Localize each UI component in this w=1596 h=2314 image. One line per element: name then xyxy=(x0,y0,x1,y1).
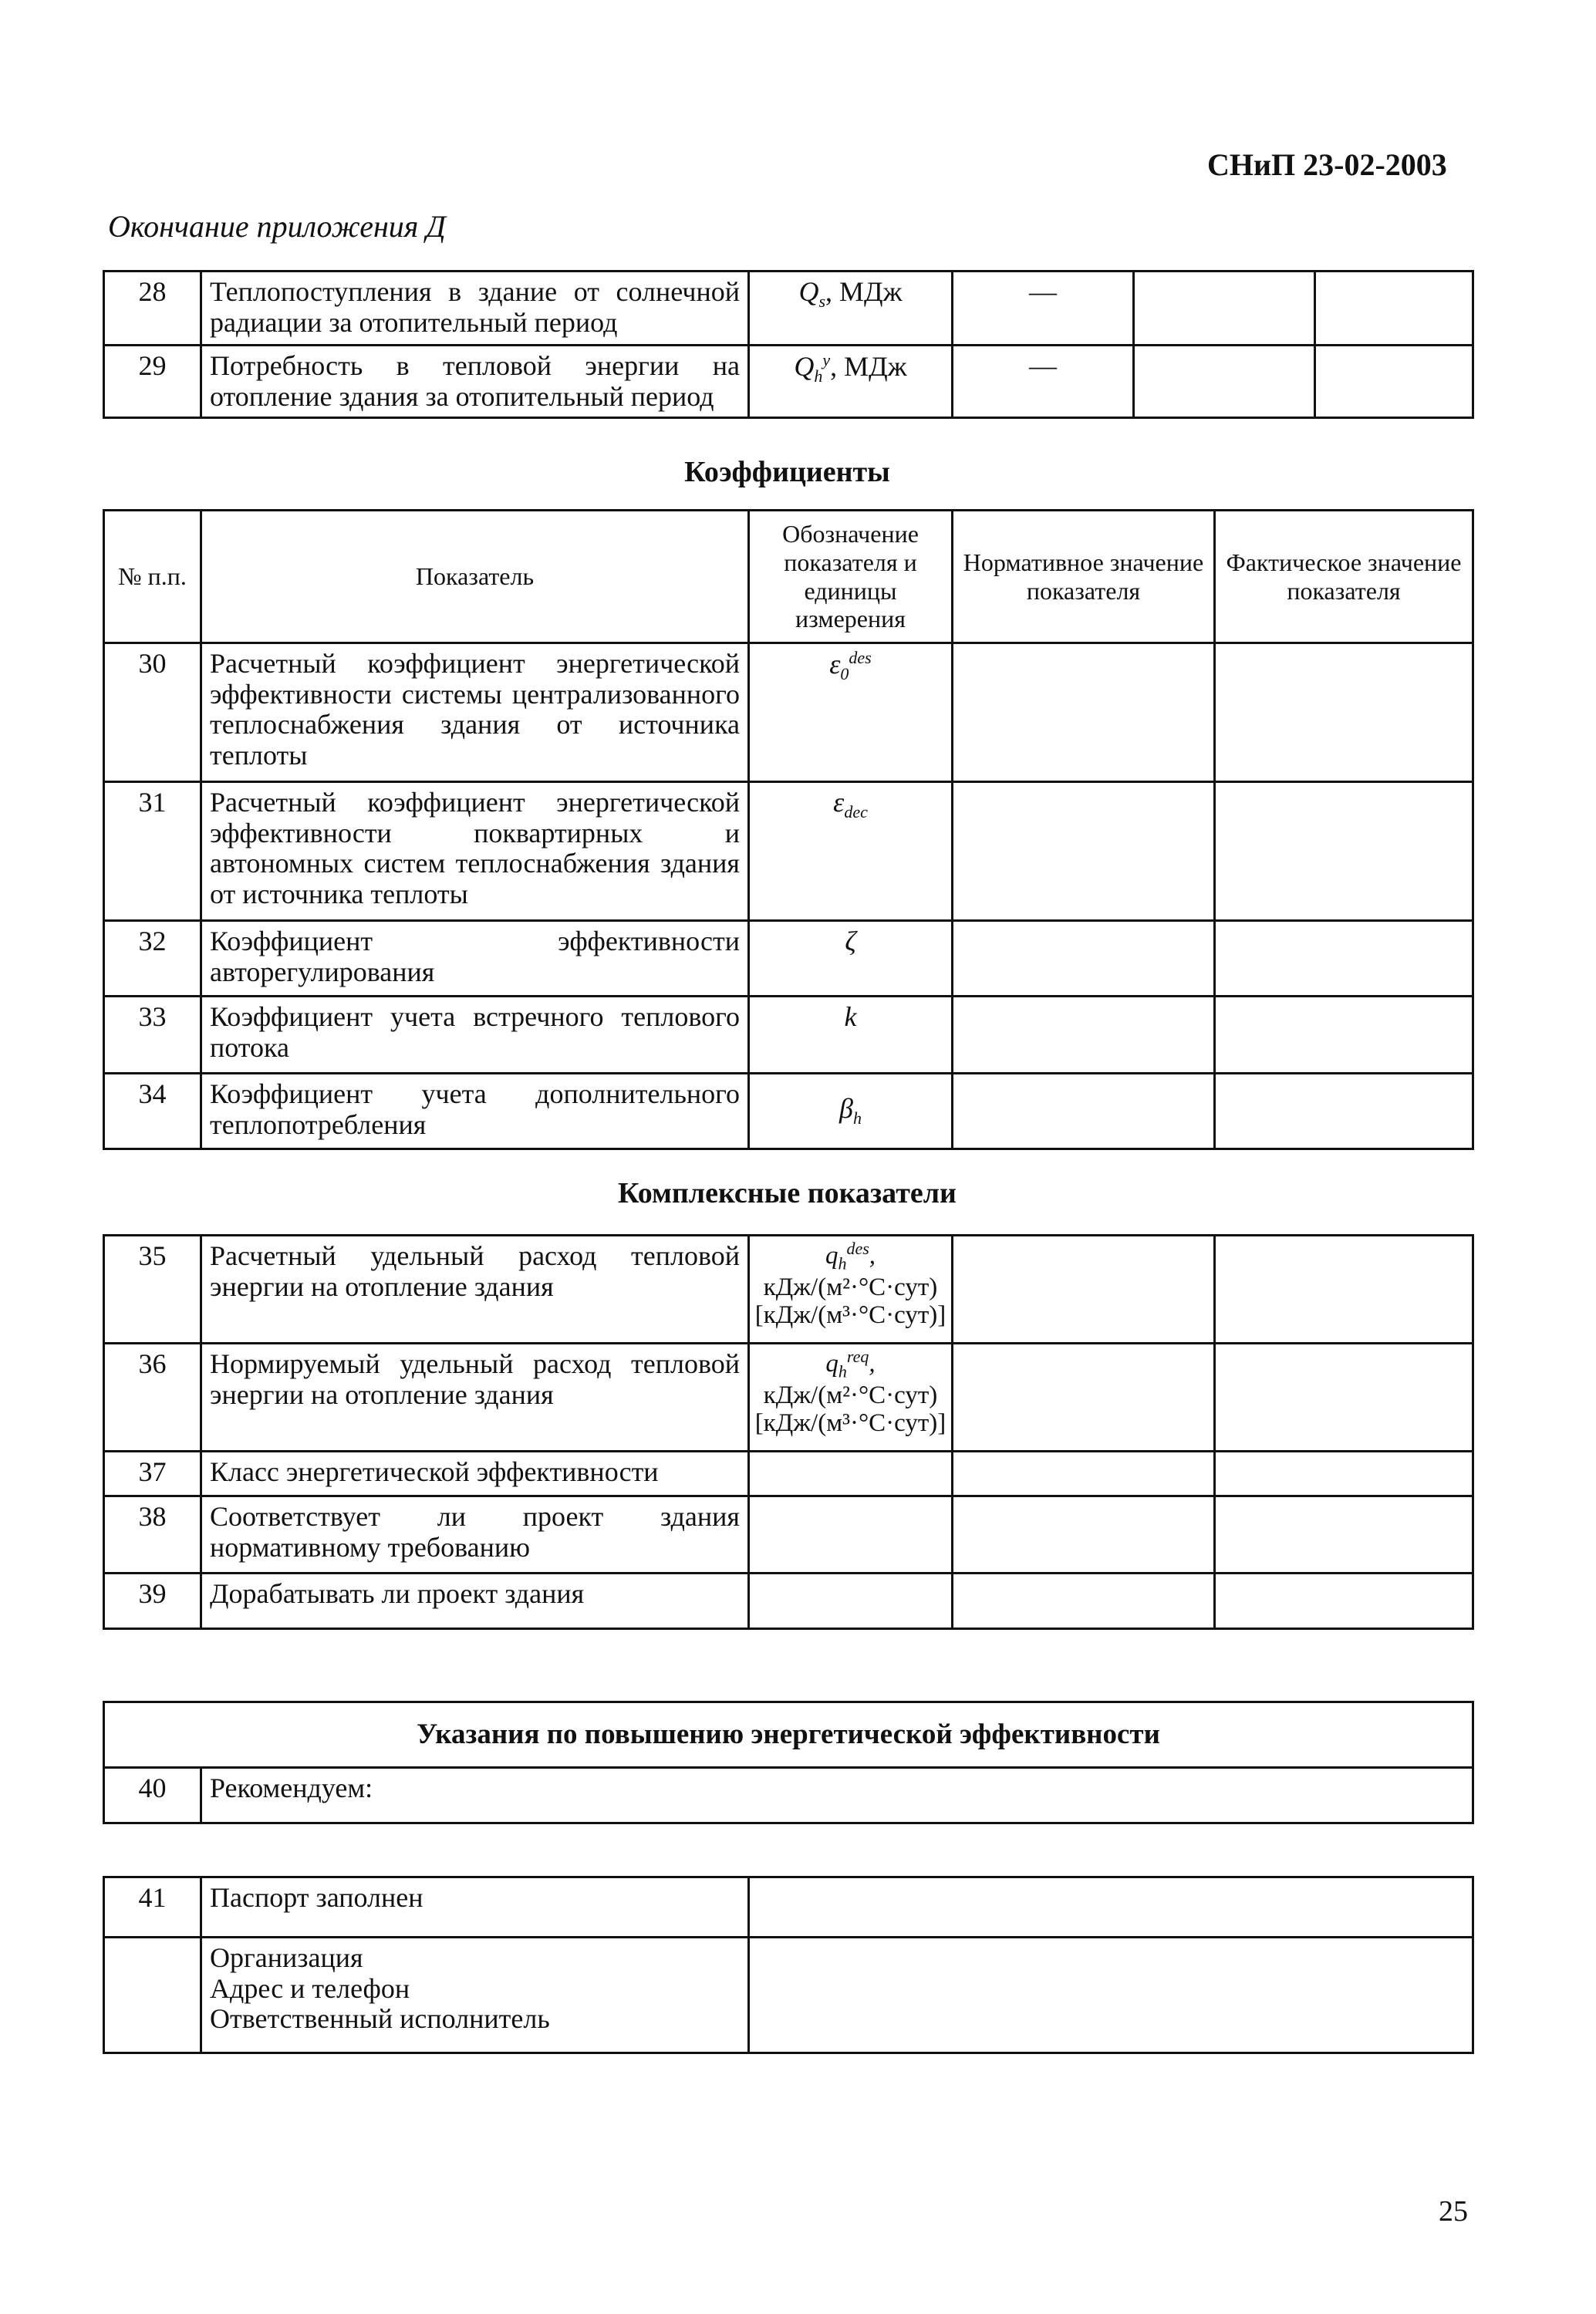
row-designation: ζ xyxy=(749,921,953,997)
row-actual xyxy=(1215,921,1473,997)
row-normative xyxy=(953,1236,1215,1344)
row-designation: $\varepsilon_0^{des}$ xyxy=(749,643,953,782)
row-normative: — xyxy=(953,272,1134,346)
table-row xyxy=(104,1574,1473,1629)
page-number: 25 xyxy=(1439,2195,1468,2228)
row-extra xyxy=(1315,272,1473,346)
row-actual xyxy=(1134,272,1315,346)
table-header-row xyxy=(104,511,1473,643)
row-indicator: Коэффициент учета дополнительного теплопотребления xyxy=(201,1074,749,1149)
table-row xyxy=(104,1236,1473,1344)
passport-address: Адрес и телефон xyxy=(210,1972,410,2004)
row-normative xyxy=(953,1344,1215,1452)
table-row xyxy=(104,1938,1473,2053)
row-actual xyxy=(1215,1496,1473,1574)
table-row xyxy=(104,1344,1473,1452)
row-designation xyxy=(749,1496,953,1574)
row-designation: $q_h^{des}$, кДж/(м²·°С·сут) [кДж/(м³·°С·сут)] xyxy=(749,1236,953,1344)
document-code: СНиП 23-02-2003 xyxy=(1207,147,1447,182)
row-normative xyxy=(953,1496,1215,1574)
recommendations-title: Указания по повышению энергетической эффективности xyxy=(104,1702,1473,1768)
continuation-title: Окончание приложения Д xyxy=(108,209,446,244)
row-designation: k xyxy=(749,997,953,1074)
row-designation: $Q_h^y$, МДж xyxy=(749,346,953,418)
passport-org: Организация xyxy=(210,1942,363,1973)
table-row xyxy=(104,1074,1473,1149)
section-title-coefficients: Коэффициенты xyxy=(684,456,890,488)
row-actual xyxy=(1215,1236,1473,1344)
row-indicator: Расчетный коэффициент энергетической эффективности системы централизованного теплоснабжения здания от источника теплоты xyxy=(201,643,749,782)
header-normative: Нормативное значение показателя xyxy=(953,511,1215,643)
row-normative xyxy=(953,921,1215,997)
table-row xyxy=(104,782,1473,921)
passport-responsible: Ответственный исполнитель xyxy=(210,2003,550,2035)
row-indicator: Коэффициент эффективности авторегулирования xyxy=(201,921,749,997)
row-number: 36 xyxy=(104,1344,201,1452)
row-indicator: Класс энергетической эффективности xyxy=(201,1452,749,1496)
row-designation: $Q_s$, МДж xyxy=(749,272,953,346)
table-complex xyxy=(103,1234,1474,1630)
row-number-empty xyxy=(104,1938,201,2053)
row-extra xyxy=(1315,346,1473,418)
table-row xyxy=(104,1877,1473,1938)
row-number: 35 xyxy=(104,1236,201,1344)
row-actual xyxy=(1215,1344,1473,1452)
table-row xyxy=(104,643,1473,782)
row-number: 29 xyxy=(104,346,201,418)
row-normative xyxy=(953,1074,1215,1149)
table-row xyxy=(104,1496,1473,1574)
table-row xyxy=(104,1768,1473,1823)
row-actual xyxy=(1215,997,1473,1074)
row-actual xyxy=(1215,782,1473,921)
row-indicator: Соответствует ли проект здания нормативному требованию xyxy=(201,1496,749,1574)
table-recommendations xyxy=(103,1701,1474,1824)
row-number: 41 xyxy=(104,1877,201,1938)
table-row xyxy=(104,346,1473,418)
passport-details xyxy=(201,1938,749,2053)
table-row xyxy=(104,1452,1473,1496)
row-number: 34 xyxy=(104,1074,201,1149)
passport-details-value xyxy=(749,1938,1473,2053)
row-actual xyxy=(1215,1574,1473,1629)
row-normative xyxy=(953,643,1215,782)
row-designation xyxy=(749,1452,953,1496)
table-coefficients xyxy=(103,509,1474,1150)
row-number: 39 xyxy=(104,1574,201,1629)
row-number: 31 xyxy=(104,782,201,921)
row-indicator: Расчетный коэффициент энергетической эффективности поквартирных и автономных систем теплоснабжения здания от источника теплоты xyxy=(201,782,749,921)
row-actual xyxy=(1215,643,1473,782)
table-row xyxy=(104,997,1473,1074)
row-designation: $q_h^{req}$, кДж/(м²·°С·сут) [кДж/(м³·°С·сут)] xyxy=(749,1344,953,1452)
row-indicator: Расчетный удельный расход тепловой энергии на отопление здания xyxy=(201,1236,749,1344)
row-number: 37 xyxy=(104,1452,201,1496)
row-designation: $\varepsilon_{dec}$ xyxy=(749,782,953,921)
header-designation: Обозначение показателя и единицы измерения xyxy=(749,511,953,643)
row-number: 33 xyxy=(104,997,201,1074)
row-number: 32 xyxy=(104,921,201,997)
row-normative xyxy=(953,1452,1215,1496)
header-actual: Фактическое значение показателя xyxy=(1215,511,1473,643)
table-row xyxy=(104,921,1473,997)
passport-filled-value xyxy=(749,1877,1473,1938)
section-title-complex: Комплексные показатели xyxy=(618,1177,957,1209)
row-indicator: Дорабатывать ли проект здания xyxy=(201,1574,749,1629)
row-indicator: Потребность в тепловой энергии на отопление здания за отопительный период xyxy=(201,346,749,418)
row-actual xyxy=(1215,1452,1473,1496)
table-row xyxy=(104,272,1473,346)
row-number: 30 xyxy=(104,643,201,782)
row-indicator: Нормируемый удельный расход тепловой энергии на отопление здания xyxy=(201,1344,749,1452)
row-number: 38 xyxy=(104,1496,201,1574)
row-normative xyxy=(953,997,1215,1074)
row-number: 40 xyxy=(104,1768,201,1823)
table-passport xyxy=(103,1876,1474,2054)
header-indicator: Показатель xyxy=(201,511,749,643)
row-normative xyxy=(953,782,1215,921)
row-actual xyxy=(1215,1074,1473,1149)
row-normative xyxy=(953,1574,1215,1629)
row-number: 28 xyxy=(104,272,201,346)
recommendations-text: Рекомендуем: xyxy=(201,1768,1473,1823)
row-actual xyxy=(1134,346,1315,418)
row-normative: — xyxy=(953,346,1134,418)
row-designation xyxy=(749,1574,953,1629)
passport-filled: Паспорт заполнен xyxy=(201,1877,749,1938)
table-header-row xyxy=(104,1702,1473,1768)
header-num: № п.п. xyxy=(104,511,201,643)
row-designation: $\beta_h$ xyxy=(749,1074,953,1149)
row-indicator: Теплопоступления в здание от солнечной радиации за отопительный период xyxy=(201,272,749,346)
row-indicator: Коэффициент учета встречного теплового потока xyxy=(201,997,749,1074)
table-top xyxy=(103,270,1474,419)
